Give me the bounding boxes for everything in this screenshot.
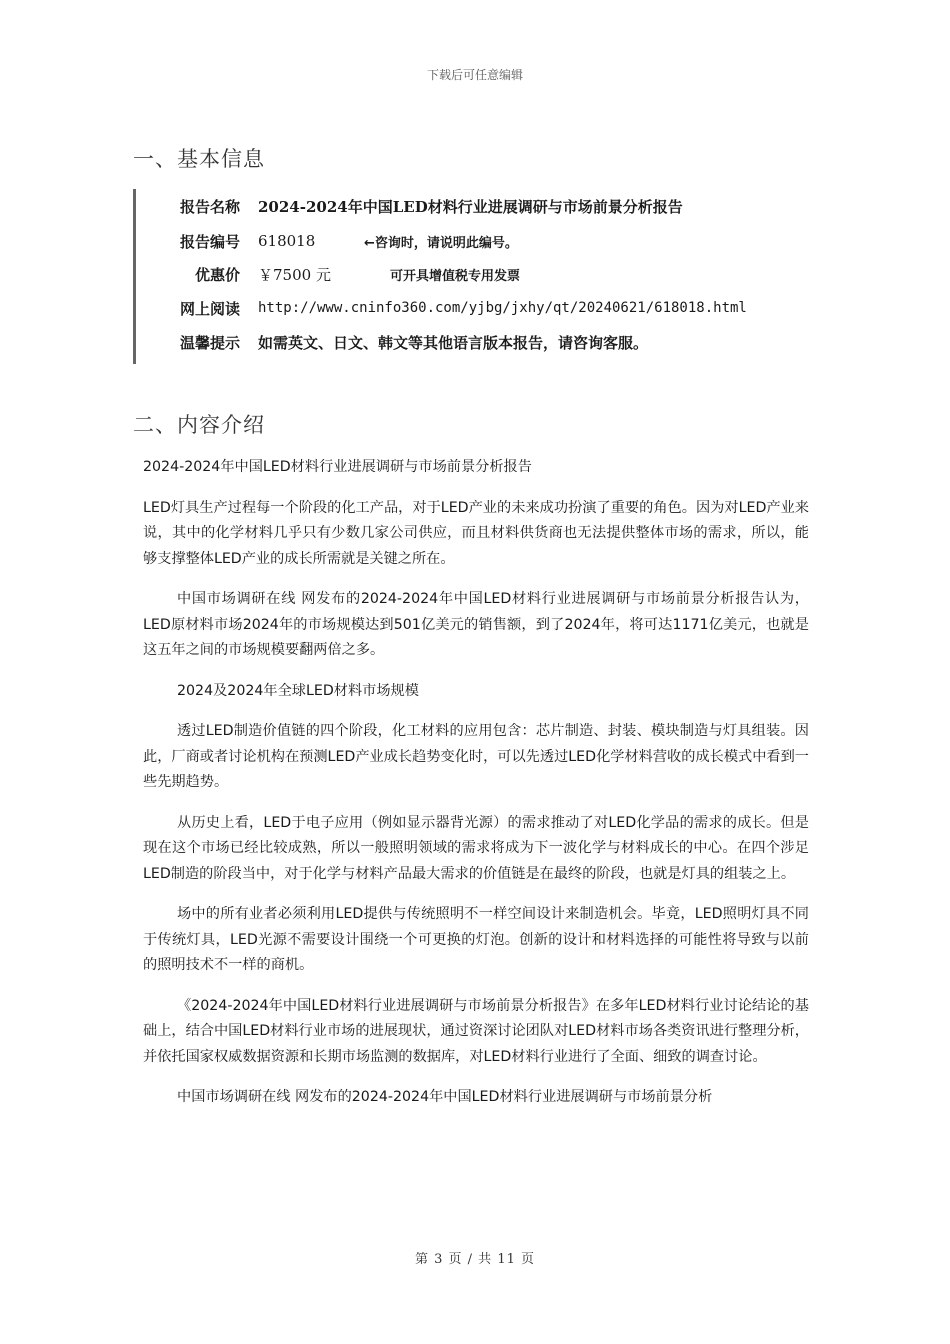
section-title-content-intro: 二、内容介绍 bbox=[133, 413, 265, 437]
content-body bbox=[143, 455, 809, 1126]
info-value-tip: 如需英文、日文、韩文等其他语言版本报告，请咨询客服。 bbox=[258, 333, 649, 352]
report-title-line: 2024-2024年中国LED材料行业进展调研与市场前景分析报告 bbox=[143, 459, 532, 475]
info-value-code: 618018 bbox=[258, 232, 316, 250]
info-row-url bbox=[136, 293, 747, 323]
paragraph: LED灯具生产过程每一个阶段的化工产品，对于LED产业的未来成功扮演了重要的角色。因为对LED产业来说，其中的化学材料几乎只有少数几家公司供应，而且材料供货商也无法提供整体市场的需求，所以，能够支撑整体LED产业的成长所需就是关键之所在。 bbox=[143, 499, 809, 567]
page-footer: 第 3 页 / 共 11 页 bbox=[415, 1252, 535, 1267]
info-row-price bbox=[136, 259, 520, 289]
paragraph: 《2024-2024年中国LED材料行业进展调研与市场前景分析报告》在多年LED材料行业讨论结论的基础上，结合中国LED材料行业市场的进展现状，通过资深讨论团队对LED材料市场各类资讯进行整理分析，并依托国家权威数据资源和长期市场监测的数据库，对LED材料行业进行了全面、细致的调查讨论。 bbox=[143, 997, 809, 1065]
info-label-tip: 温馨提示 bbox=[179, 333, 240, 352]
info-label-url: 网上阅读 bbox=[179, 299, 240, 318]
paragraph: 中国市场调研在线 网发布的2024-2024年中国LED材料行业进展调研与市场前景分析 bbox=[177, 1089, 713, 1105]
info-label-name: 报告名称 bbox=[179, 197, 240, 216]
paragraph: 从历史上看，LED于电子应用（例如显示器背光源）的需求推动了对LED化学品的需求的成长。但是现在这个市场已经比较成熟，所以一般照明领域的需求将成为下一波化学与材料成长的中心。在四个涉足LED制造的阶段当中，对于化学与材料产品最大需求的价值链是在最终的阶段，也就是灯具的组装之上。 bbox=[143, 814, 809, 882]
info-row-tip bbox=[136, 327, 648, 357]
info-note-price: 可开具增值税专用发票 bbox=[390, 268, 521, 284]
info-value-price: ￥7500 元 bbox=[258, 265, 331, 284]
header-note: 下载后可任意编辑 bbox=[426, 68, 523, 82]
section-title-basic-info: 一、基本信息 bbox=[133, 147, 265, 171]
info-value-name: 2024-2024年中国LED材料行业进展调研与市场前景分析报告 bbox=[258, 197, 683, 216]
paragraph: 中国市场调研在线 网发布的2024-2024年中国LED材料行业进展调研与市场前景分析报告认为，LED原材料市场2024年的市场规模达到501亿美元的销售额，到了2024年，将可达1171亿美元，也就是这五年之间的市场规模要翻两倍之多。 bbox=[143, 591, 809, 658]
info-label-price: 优惠价 bbox=[194, 265, 240, 284]
info-label-code: 报告编号 bbox=[179, 232, 240, 251]
info-box bbox=[133, 189, 826, 364]
info-row-name bbox=[136, 191, 683, 221]
paragraph: 透过LED制造价值链的四个阶段，化工材料的应用包含：芯片制造、封装、模块制造与灯具组装。因此，厂商或者讨论机构在预测LED产业成长趋势变化时，可以先透过LED化学材料营收的成长模式中看到一些先期趋势。 bbox=[143, 723, 809, 790]
figure-caption: 2024及2024年全球LED材料市场规模 bbox=[177, 682, 419, 699]
info-note-code: ←咨询时，请说明此编号。 bbox=[364, 235, 518, 251]
paragraph: 场中的所有业者必须利用LED提供与传统照明不一样空间设计来制造机会。毕竟，LED照明灯具不同于传统灯具，LED光源不需要设计围绕一个可更换的灯泡。创新的设计和材料选择的可能性将导致与以前的照明技术不一样的商机。 bbox=[143, 906, 809, 973]
info-value-url[interactable]: http://www.cninfo360.com/yjbg/jxhy/qt/20240621/618018.html bbox=[258, 300, 747, 316]
info-row-code bbox=[136, 226, 518, 256]
